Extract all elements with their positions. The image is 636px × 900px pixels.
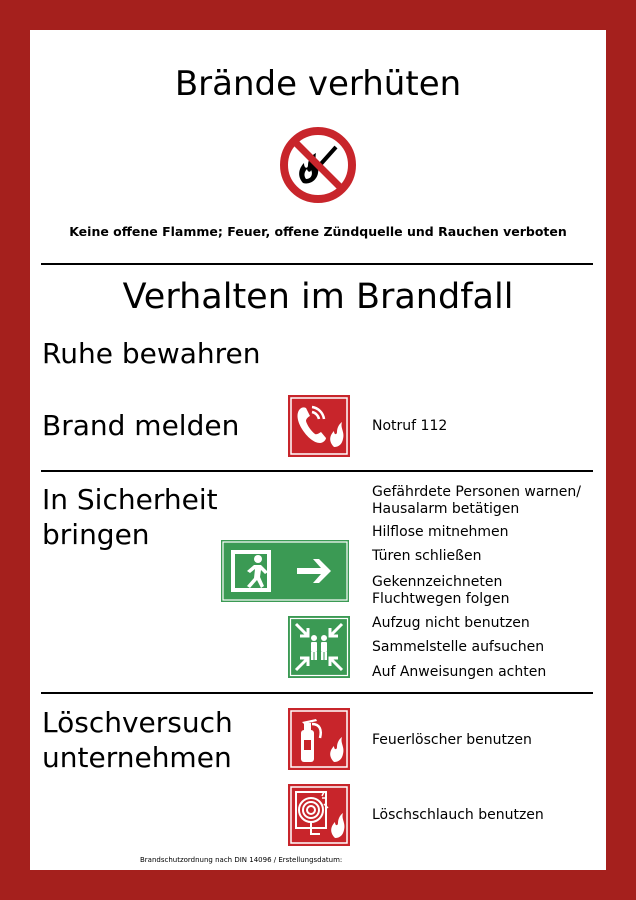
safety-item: Auf Anweisungen achten (372, 664, 547, 680)
prohibition-text: Keine offene Flamme; Feuer, offene Zündquelle und Rauchen verboten (69, 224, 567, 239)
divider (41, 263, 593, 265)
hose-text: Löschschlauch benutzen (372, 807, 544, 823)
safety-item: Gekennzeichneten (372, 574, 503, 590)
safety-item: Gefährdete Personen warnen/ (372, 484, 582, 500)
safety-item: Hilflose mitnehmen (372, 524, 509, 540)
fire-safety-sign (30, 30, 606, 870)
safety-item: Türen schließen (372, 548, 482, 564)
safety-item: Hausalarm betätigen (372, 501, 520, 517)
report-title: Brand melden (42, 409, 240, 442)
page-title: Brände verhüten (174, 64, 462, 104)
safety-item: Sammelstelle aufsuchen (372, 639, 545, 655)
assembly-point-icon (288, 616, 350, 678)
divider (41, 692, 593, 694)
fire-hose-icon (288, 784, 350, 846)
safety-item: Fluchtwegen folgen (372, 591, 510, 607)
extinguisher-text: Feuerlöscher benutzen (372, 732, 532, 748)
divider (41, 470, 593, 472)
no-open-flame-icon (278, 125, 358, 205)
section-heading: Verhalten im Brandfall (122, 277, 514, 317)
emergency-exit-icon (221, 540, 349, 602)
calm-title: Ruhe bewahren (42, 337, 261, 370)
safety-title-line2: bringen (42, 518, 150, 551)
extinguish-title-line2: unternehmen (42, 741, 232, 774)
footer-note: Brandschutzordnung nach DIN 14096 / Erstellungsdatum: (140, 856, 343, 864)
safety-item: Aufzug nicht benutzen (372, 615, 530, 631)
report-text: Notruf 112 (372, 418, 448, 434)
extinguish-title-line1: Löschversuch (42, 706, 233, 739)
fire-alarm-phone-icon (288, 395, 350, 457)
safety-title-line1: In Sicherheit (42, 483, 218, 516)
fire-extinguisher-icon (288, 708, 350, 770)
